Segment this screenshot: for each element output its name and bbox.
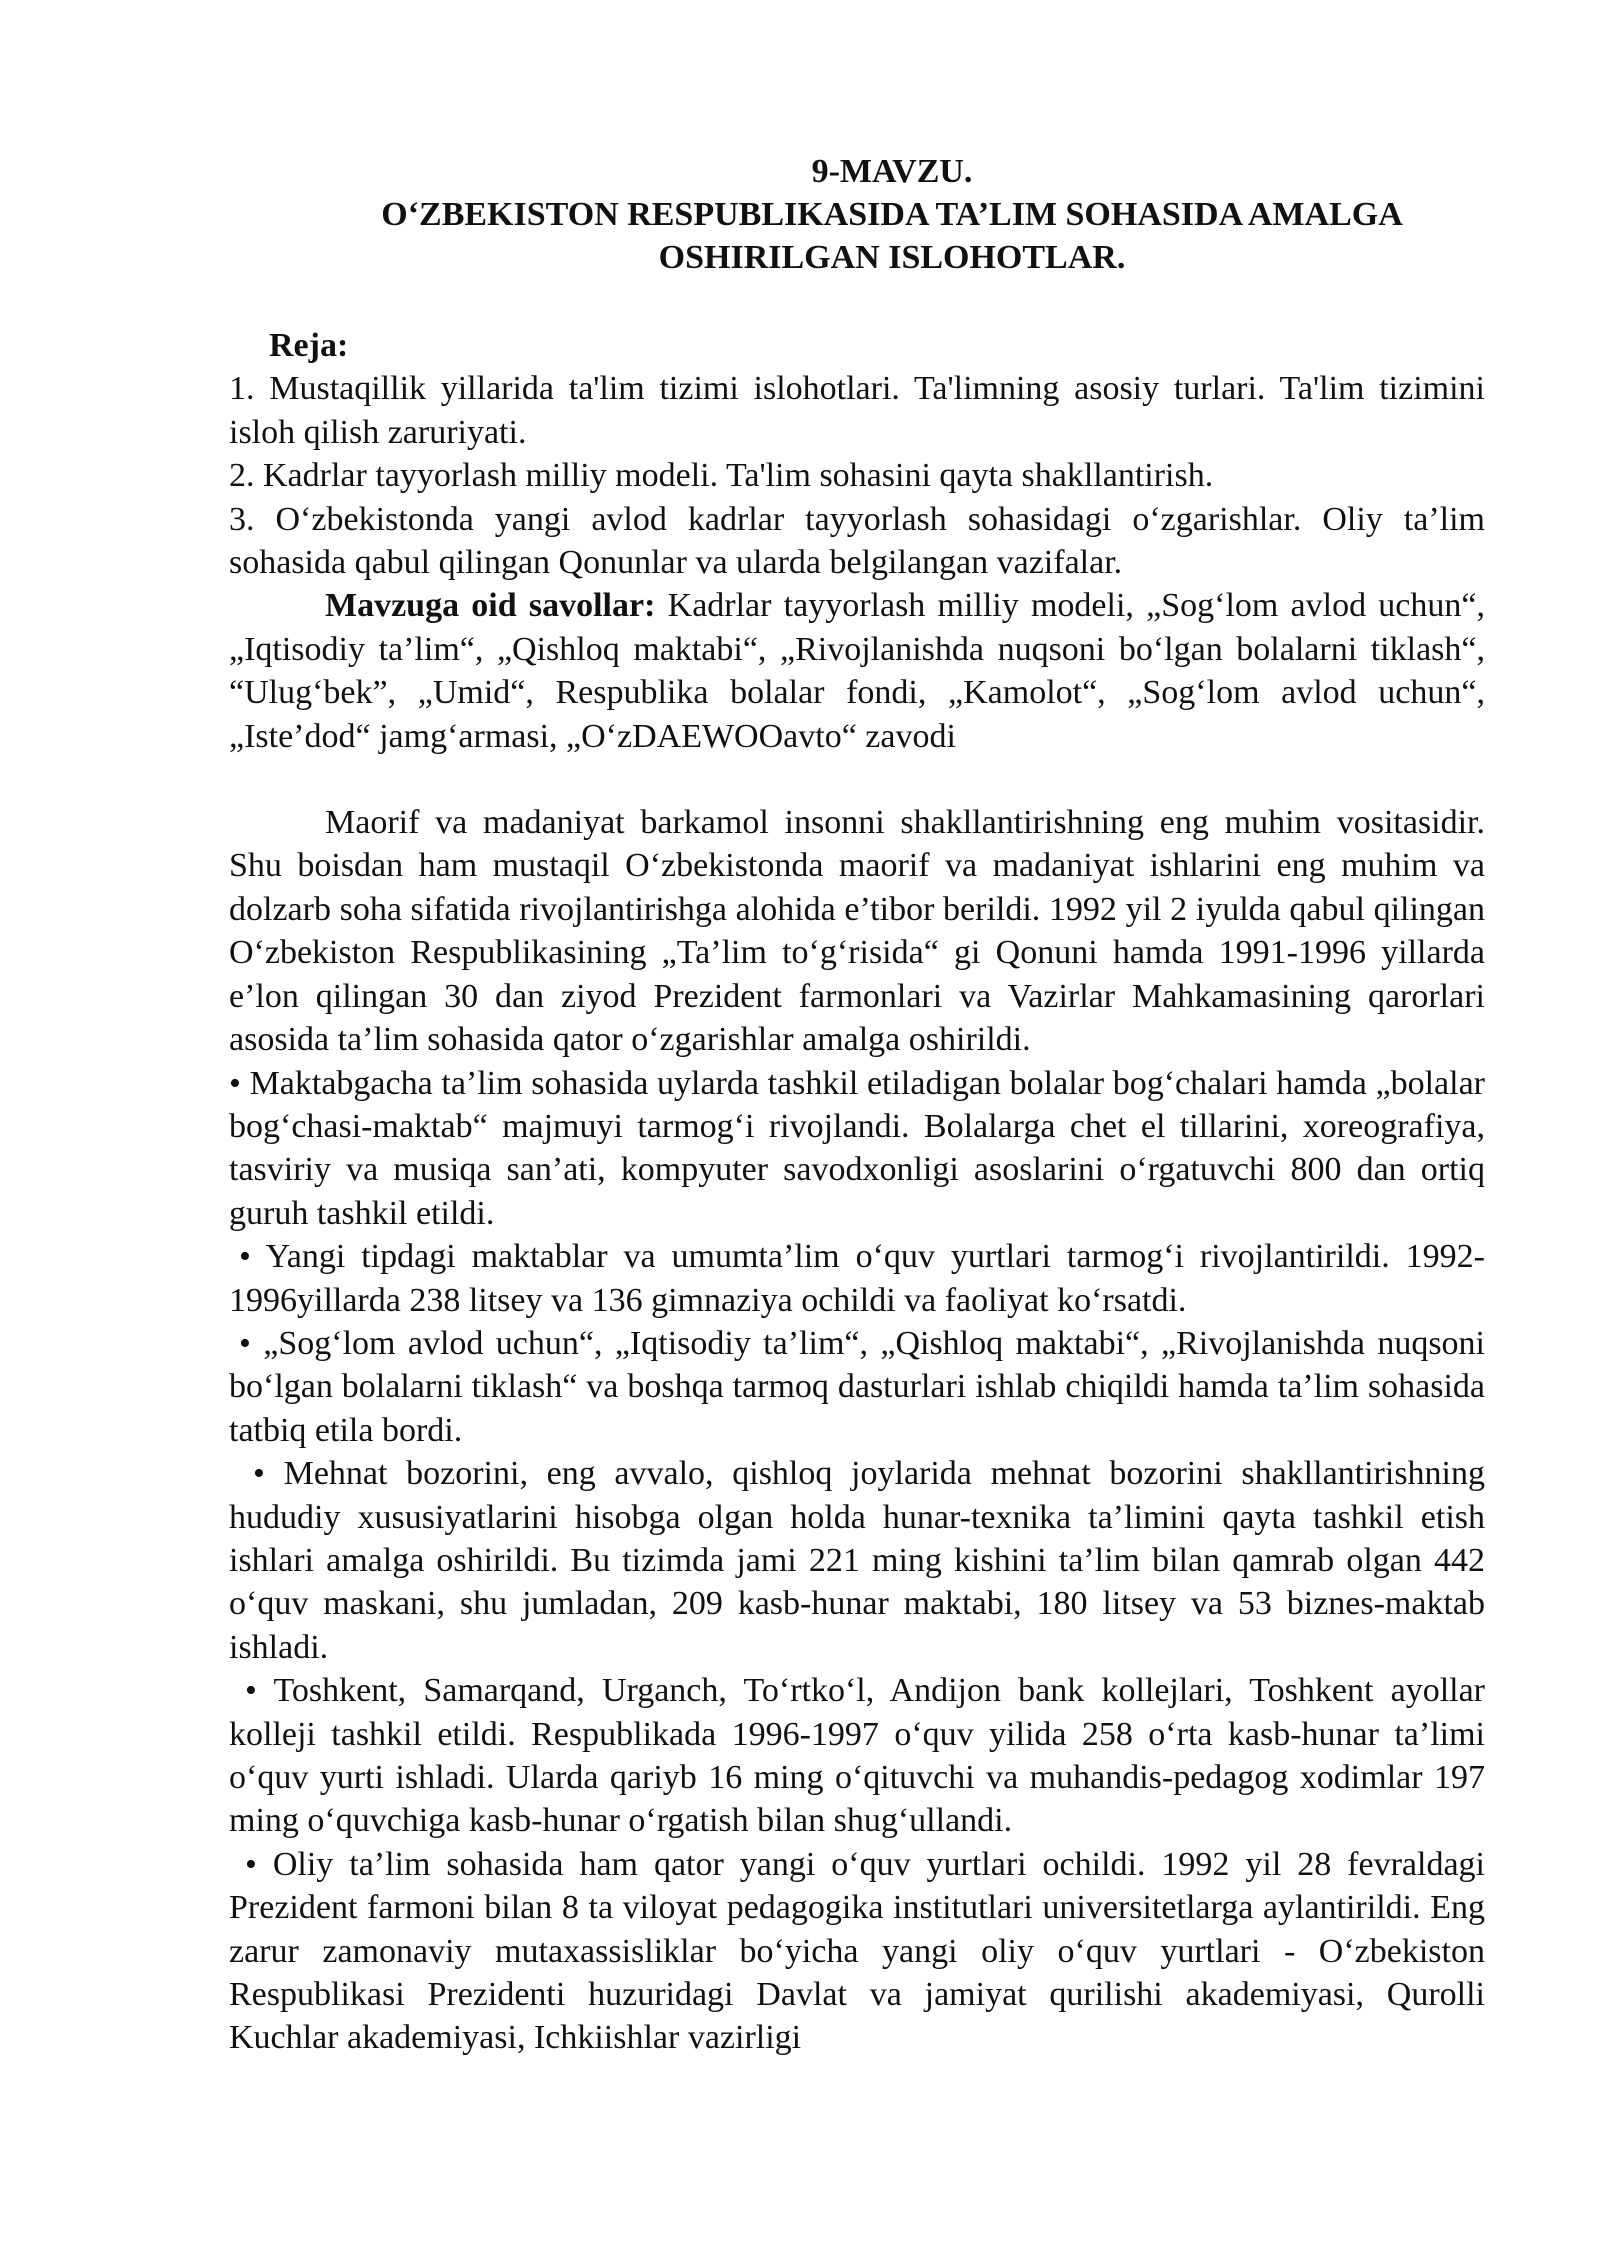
- plan-item-1: 1. Mustaqillik yillarida ta'lim tizimi islohotlari. Ta'limning asosiy turlari. Ta'lim tizimini isloh qilish zaruriyati.: [229, 370, 1485, 451]
- bullet-paragraph-6: • Oliy ta’lim sohasida ham qator yangi o‘quv yurtlari ochildi. 1992 yil 28 fevraldagi Prezident farmoni bilan 8 ta viloyat pedagogika institutlari universitetlarga aylantirildi. Eng zarur zamonaviy mutaxassisliklar bo‘yicha yangi oliy o‘quv yurtlari - O‘zbekiston Respublikasi Prezidenti huzuridagi Davlat va jamiyat qurilishi akademiyasi, Qurolli Kuchlar akademiyasi, Ichkiishlar vazirligi: [229, 1845, 1485, 2057]
- plan-heading: Reja:: [269, 327, 349, 364]
- title-line-1: 9-MAVZU.: [811, 153, 973, 190]
- title-line-2: O‘ZBEKISTON RESPUBLIKASIDA TA’LIM SOHASIDA AMALGA: [381, 196, 1403, 233]
- questions-text: Kadrlar tayyorlash milliy modeli, „Sog‘lom avlod uchun“, „Iqtisodiy ta’lim“, „Qishloq maktabi“, „Rivojlanishda nuqsoni bo‘lgan bolalarni tiklash“, “Ulug‘bek”, „Umid“, Respublika bolalar fondi, „Kamolot“, „Sog‘lom avlod uchun“, „Iste’dod“ jamg‘armasi, „O‘zDAEWOOavto“ zavodi: [229, 587, 1485, 755]
- bullet-paragraph-1: • Maktabgacha ta’lim sohasida uylarda tashkil etiladigan bolalar bog‘chalari hamda „bolalar bog‘chasi-maktab“ majmuyi tarmog‘i rivojlandi. Bolalarga chet el tillarini, xoreografiya, tasviriy va musiqa san’ati, kompyuter savodxonligi asoslarini o‘rgatuvchi 800 dan ortiq guruh tashkil etildi.: [229, 1064, 1485, 1232]
- questions-label: Mavzuga oid savollar:: [325, 587, 656, 625]
- bullet-paragraph-3: • „Sog‘lom avlod uchun“, „Iqtisodiy ta’lim“, „Qishloq maktabi“, „Rivojlanishda nuqsoni bo‘lgan bolalarni tiklash“ va boshqa tarmoq dasturlari ishlab chiqildi hamda ta’lim sohasida tatbiq etila bordi.: [229, 1324, 1485, 1449]
- topic-questions: [229, 584, 1485, 758]
- plan-item-3: 3. O‘zbekistonda yangi avlod kadrlar tayyorlash sohasidagi o‘zgarishlar. Oliy ta’lim sohasida qabul qilingan Qonunlar va ularda belgilangan vazifalar.: [229, 500, 1485, 582]
- title-line-3: OSHIRILGAN ISLOHOTLAR.: [658, 239, 1126, 276]
- plan-item-2: 2. Kadrlar tayyorlash milliy modeli. Ta'lim sohasini qayta shakllantirish.: [229, 457, 1214, 495]
- document-page: [229, 150, 1485, 2060]
- bullet-paragraph-4: • Mehnat bozorini, eng avvalo, qishloq joylarida mehnat bozorini shakllantirishning hududiy xususiyatlarini hisobga olgan holda hunar-texnika ta’limini qayta tashkil etish ishlari amalga oshirildi. Bu tizimda jami 221 ming kishini ta’lim bilan qamrab olgan 442 o‘quv maskani, shu jumladan, 209 kasb-hunar maktabi, 180 litsey va 53 biznes-maktab ishladi.: [229, 1455, 1485, 1666]
- intro-paragraph: Maorif va madaniyat barkamol insonni shakllantirishning eng muhim vositasidir. Shu boisdan ham mustaqil O‘zbekistonda maorif va madaniyat ishlarini eng muhim va dolzarb soha sifatida rivojlantirishga alohida e’tibor berildi. 1992 yil 2 iyulda qabul qilingan O‘zbekiston Respublikasining „Ta’lim to‘g‘risida“ gi Qonuni hamda 1991-1996 yillarda e’lon qilingan 30 dan ziyod Prezident farmonlari va Vazirlar Mahkamasining qarorlari asosida ta’lim sohasida qator o‘zgarishlar amalga oshirildi.: [229, 804, 1485, 1059]
- bullet-paragraph-2: • Yangi tipdagi maktablar va umumta’lim o‘quv yurtlari tarmog‘i rivojlantirildi. 1992-1996yillarda 238 litsey va 136 gimnaziya ochildi va faoliyat ko‘rsatdi.: [229, 1238, 1485, 1319]
- bullet-paragraph-5: • Toshkent, Samarqand, Urganch, To‘rtko‘l, Andijon bank kollejlari, Toshkent ayollar kolleji tashkil etildi. Respublikada 1996-1997 o‘quv yilida 258 o‘rta kasb-hunar ta’limi o‘quv yurti ishladi. Ularda qariyb 16 ming o‘qituvchi va muhandis-pedagog xodimlar 197 ming o‘quvchiga kasb-hunar o‘rgatish bilan shug‘ullandi.: [229, 1672, 1485, 1840]
- document-title: [229, 150, 1485, 279]
